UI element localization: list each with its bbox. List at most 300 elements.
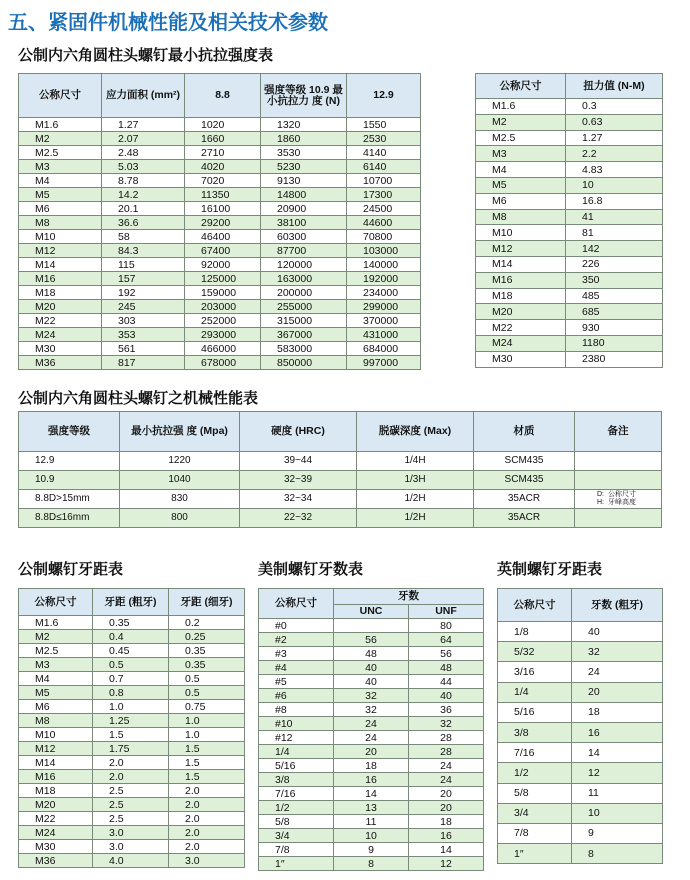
table-row: [19, 812, 245, 826]
table-cell: 1/2H: [357, 509, 474, 528]
table-cell: M2: [19, 132, 102, 146]
table-cell: 252000: [185, 314, 261, 328]
table-cell: 56: [409, 647, 484, 661]
table-cell: 997000: [347, 356, 421, 370]
table-cell: M1.6: [19, 118, 102, 132]
table-cell: [575, 452, 662, 471]
table-cell: 850000: [261, 356, 347, 370]
table-cell: 2.5: [93, 812, 169, 826]
table-cell: M16: [19, 770, 93, 784]
us-threads-table: [258, 588, 484, 871]
table-cell: 203000: [185, 300, 261, 314]
table-row: [19, 118, 421, 132]
table-cell: 10: [572, 803, 663, 823]
table-cell: 2.2: [566, 146, 663, 162]
table-row: [19, 770, 245, 784]
table-cell: M4: [476, 162, 566, 178]
table-row: [19, 132, 421, 146]
table-cell: M5: [19, 686, 93, 700]
table-row: [19, 686, 245, 700]
table-cell: M30: [476, 351, 566, 367]
table-cell: #6: [259, 689, 334, 703]
table-cell: 1.0: [169, 728, 245, 742]
table-cell: 40: [334, 661, 409, 675]
table-cell: 370000: [347, 314, 421, 328]
page-title: 五、紧固件机械性能及相关技术参数: [8, 10, 328, 34]
table-cell: 0.35: [93, 616, 169, 630]
table-cell: 685: [566, 304, 663, 320]
table-row: [476, 193, 663, 209]
table-cell: M24: [19, 328, 102, 342]
table-row: [476, 146, 663, 162]
table-row: [19, 658, 245, 672]
table-cell: 41: [566, 209, 663, 225]
column-header: 扭力值 (N-M): [566, 74, 663, 99]
table-row: [476, 288, 663, 304]
column-header: 公称尺寸: [19, 74, 102, 118]
table-cell: #2: [259, 633, 334, 647]
table-cell: 92000: [185, 258, 261, 272]
table-row: [19, 672, 245, 686]
table-cell: 29200: [185, 216, 261, 230]
table-cell: 103000: [347, 244, 421, 258]
table-cell: M3: [19, 658, 93, 672]
table-cell: M12: [19, 742, 93, 756]
table-cell: 6140: [347, 160, 421, 174]
table-cell: 10.9: [19, 471, 120, 490]
table-cell: 3.0: [169, 854, 245, 868]
table-cell: M10: [19, 230, 102, 244]
table-cell: 17300: [347, 188, 421, 202]
table-cell: 64: [409, 633, 484, 647]
table-cell: 24: [572, 662, 663, 682]
column-header: 牙距 (细牙): [169, 589, 245, 616]
column-header: 脱碳深度 (Max): [357, 412, 474, 452]
table-cell: M14: [19, 258, 102, 272]
table-row: [476, 114, 663, 130]
table-cell: 1020: [185, 118, 261, 132]
table-cell: 14: [572, 743, 663, 763]
us-table-title: 美制螺钉牙数表: [258, 560, 364, 578]
table-cell: 8: [572, 844, 663, 864]
table-row: [476, 351, 663, 367]
table-cell: 10700: [347, 174, 421, 188]
table-row: [498, 743, 663, 763]
table-cell: [575, 471, 662, 490]
table-cell: 14800: [261, 188, 347, 202]
table-cell: 2.0: [169, 840, 245, 854]
table-cell: 0.5: [93, 658, 169, 672]
table-cell: 1/2: [498, 763, 572, 783]
table-row: [498, 823, 663, 843]
table-cell: 1.5: [93, 728, 169, 742]
table-cell: 0.35: [169, 658, 245, 672]
table-cell: M22: [19, 314, 102, 328]
table-cell: [575, 490, 662, 509]
table-cell: 3530: [261, 146, 347, 160]
table-cell: 255000: [261, 300, 347, 314]
table-cell: 2530: [347, 132, 421, 146]
table-cell: M18: [19, 286, 102, 300]
table-cell: 4140: [347, 146, 421, 160]
column-header: 公称尺寸: [476, 74, 566, 99]
table-row: [19, 286, 421, 300]
table-cell: M20: [476, 304, 566, 320]
table-cell: M30: [19, 342, 102, 356]
table-row: [19, 452, 662, 471]
column-header: 硬度 (HRC): [240, 412, 357, 452]
table-cell: 163000: [261, 272, 347, 286]
table-row: [19, 840, 245, 854]
table-cell: 299000: [347, 300, 421, 314]
note-symbol: H:: [597, 499, 604, 506]
column-header: 12.9: [347, 74, 421, 118]
table-row: [19, 616, 245, 630]
table-cell: 315000: [261, 314, 347, 328]
column-header: 强度等级: [19, 412, 120, 452]
table-row: [19, 471, 662, 490]
table-row: [259, 815, 484, 829]
table-cell: M6: [19, 202, 102, 216]
table-row: [19, 742, 245, 756]
table-cell: 140000: [347, 258, 421, 272]
table-cell: 1/8: [498, 622, 572, 642]
table-cell: 2.0: [169, 798, 245, 812]
table-cell: 120000: [261, 258, 347, 272]
table-row: [259, 843, 484, 857]
table-cell: 13: [334, 801, 409, 815]
table-cell: M6: [476, 193, 566, 209]
table-cell: 5/8: [498, 783, 572, 803]
table-cell: 0.8: [93, 686, 169, 700]
table-cell: 1″: [498, 844, 572, 864]
table-row: [19, 644, 245, 658]
table-cell: 1/3H: [357, 471, 474, 490]
table-cell: M18: [19, 784, 93, 798]
table-cell: M2: [476, 114, 566, 130]
table-cell: 24: [409, 759, 484, 773]
table-cell: 5/8: [259, 815, 334, 829]
table-cell: 11: [572, 783, 663, 803]
table-cell: 1.5: [169, 742, 245, 756]
table-cell: 32: [334, 689, 409, 703]
table-row: [19, 728, 245, 742]
table-row: [498, 682, 663, 702]
table-row: [259, 745, 484, 759]
table-cell: 2.0: [169, 826, 245, 840]
table-row: [19, 188, 421, 202]
table-row: [476, 320, 663, 336]
table-cell: 5/16: [498, 702, 572, 722]
table-cell: M6: [19, 700, 93, 714]
mech-table-title: 公制内六角圆柱头螺钉之机械性能表: [18, 389, 259, 407]
table-cell: 70800: [347, 230, 421, 244]
table-cell: M22: [19, 812, 93, 826]
table-cell: 39~44: [240, 452, 357, 471]
table-cell: 930: [566, 320, 663, 336]
table-cell: 14: [409, 843, 484, 857]
table-cell: M24: [476, 335, 566, 351]
table-cell: 3.0: [93, 826, 169, 840]
table-cell: SCM435: [474, 471, 575, 490]
table-cell: 18: [334, 759, 409, 773]
table-cell: 1320: [261, 118, 347, 132]
table-cell: 18: [572, 702, 663, 722]
column-header: 8.8: [185, 74, 261, 118]
table-cell: M36: [19, 356, 102, 370]
table-cell: M16: [476, 272, 566, 288]
table-cell: 1220: [120, 452, 240, 471]
table-cell: 9: [572, 823, 663, 843]
table-cell: 466000: [185, 342, 261, 356]
table-cell: 367000: [261, 328, 347, 342]
table-cell: 5230: [261, 160, 347, 174]
table-cell: M22: [476, 320, 566, 336]
table-cell: 48: [334, 647, 409, 661]
column-header: 公称尺寸: [259, 589, 334, 619]
table-cell: 24: [409, 773, 484, 787]
table-row: [19, 300, 421, 314]
table-row: [19, 230, 421, 244]
table-row: [19, 160, 421, 174]
table-cell: 81: [566, 225, 663, 241]
table-cell: 38100: [261, 216, 347, 230]
table-row: [259, 773, 484, 787]
table-cell: 16: [334, 773, 409, 787]
table-cell: 5/16: [259, 759, 334, 773]
table-cell: M4: [19, 672, 93, 686]
table-cell: M3: [19, 160, 102, 174]
table-cell: 40: [409, 689, 484, 703]
table-row: [259, 787, 484, 801]
table-row: [19, 258, 421, 272]
column-header: 牙数: [334, 589, 484, 605]
table-cell: 7/8: [259, 843, 334, 857]
table-row: [19, 272, 421, 286]
table-cell: 28: [409, 731, 484, 745]
table-cell: 8.78: [102, 174, 185, 188]
table-row: [19, 630, 245, 644]
note-symbol: D:: [597, 491, 604, 498]
table-cell: 28: [409, 745, 484, 759]
table-cell: M12: [476, 241, 566, 257]
table-cell: M3: [476, 146, 566, 162]
table-cell: 293000: [185, 328, 261, 342]
table-cell: 0.63: [566, 114, 663, 130]
table-row: [19, 216, 421, 230]
table-cell: 0.3: [566, 99, 663, 115]
table-cell: 11: [334, 815, 409, 829]
table-cell: 11350: [185, 188, 261, 202]
table-cell: 1.75: [93, 742, 169, 756]
table-cell: 350: [566, 272, 663, 288]
table-cell: 5/32: [498, 642, 572, 662]
table-row: [19, 244, 421, 258]
table-cell: 67400: [185, 244, 261, 258]
table-row: [476, 272, 663, 288]
table-cell: 44: [409, 675, 484, 689]
table-cell: 14: [334, 787, 409, 801]
table-cell: M8: [19, 714, 93, 728]
table-cell: M20: [19, 798, 93, 812]
table-cell: M12: [19, 244, 102, 258]
table-cell: 2.5: [93, 784, 169, 798]
table-row: [476, 162, 663, 178]
table-cell: 3/16: [498, 662, 572, 682]
table-cell: 142: [566, 241, 663, 257]
table-cell: 431000: [347, 328, 421, 342]
table-cell: 1/4: [259, 745, 334, 759]
table-cell: #3: [259, 647, 334, 661]
table-cell: M8: [476, 209, 566, 225]
table-row: [259, 647, 484, 661]
table-cell: 125000: [185, 272, 261, 286]
table-row: [498, 763, 663, 783]
table-cell: 3/8: [259, 773, 334, 787]
table-row: [498, 803, 663, 823]
table-cell: M2.5: [476, 130, 566, 146]
table-row: [259, 675, 484, 689]
table-cell: 2.0: [93, 756, 169, 770]
table-cell: M16: [19, 272, 102, 286]
table-row: [498, 662, 663, 682]
table-row: [476, 177, 663, 193]
table-cell: 0.7: [93, 672, 169, 686]
table-cell: 1/4H: [357, 452, 474, 471]
table-row: [259, 829, 484, 843]
note-text: 公称尺寸: [608, 491, 636, 498]
column-header: 牙距 (粗牙): [93, 589, 169, 616]
table-row: [476, 335, 663, 351]
table-cell: M18: [476, 288, 566, 304]
table-row: [19, 490, 662, 509]
table-cell: 35ACR: [474, 509, 575, 528]
table-cell: 20: [409, 801, 484, 815]
note-text: 牙峰高度: [608, 499, 636, 506]
table-cell: 4.83: [566, 162, 663, 178]
table-cell: 353: [102, 328, 185, 342]
table-cell: 60300: [261, 230, 347, 244]
table-cell: 3/8: [498, 722, 572, 742]
table-cell: 40: [572, 622, 663, 642]
note-line: [597, 499, 661, 507]
table-cell: 192: [102, 286, 185, 300]
table-cell: M5: [476, 177, 566, 193]
table-cell: 561: [102, 342, 185, 356]
table-row: [19, 700, 245, 714]
column-header: 应力面积 (mm²): [102, 74, 185, 118]
column-header: 公称尺寸: [498, 589, 572, 622]
table-cell: #4: [259, 661, 334, 675]
table-row: [19, 314, 421, 328]
table-row: [498, 622, 663, 642]
table-row: [476, 225, 663, 241]
table-cell: 20: [334, 745, 409, 759]
table-cell: 1660: [185, 132, 261, 146]
table-cell: 1.27: [102, 118, 185, 132]
table-cell: [334, 619, 409, 633]
table-cell: M24: [19, 826, 93, 840]
column-header: 强度等级 10.9 最小抗拉力 度 (N): [261, 74, 347, 118]
table-cell: 1.25: [93, 714, 169, 728]
table-cell: 303: [102, 314, 185, 328]
table-cell: 1550: [347, 118, 421, 132]
table-cell: M14: [19, 756, 93, 770]
table-cell: M20: [19, 300, 102, 314]
table-cell: 35ACR: [474, 490, 575, 509]
table-row: [476, 256, 663, 272]
table-row: [498, 702, 663, 722]
table-row: [259, 619, 484, 633]
table-cell: M14: [476, 256, 566, 272]
table-cell: 1860: [261, 132, 347, 146]
table-cell: 0.5: [169, 672, 245, 686]
table-cell: 4.0: [93, 854, 169, 868]
table-cell: 245: [102, 300, 185, 314]
table-row: [476, 130, 663, 146]
table-cell: M2: [19, 630, 93, 644]
table-cell: 0.45: [93, 644, 169, 658]
table-cell: M1.6: [476, 99, 566, 115]
table-cell: 8.8D>15mm: [19, 490, 120, 509]
table-cell: 40: [334, 675, 409, 689]
table-cell: 3.0: [93, 840, 169, 854]
table-row: [19, 826, 245, 840]
table-row: [259, 857, 484, 871]
table-cell: 4020: [185, 160, 261, 174]
table-cell: 22~32: [240, 509, 357, 528]
table-row: [19, 784, 245, 798]
table-cell: 87700: [261, 244, 347, 258]
table-row: [259, 801, 484, 815]
table-cell: 20: [572, 682, 663, 702]
table-cell: 12: [572, 763, 663, 783]
table-cell: 2710: [185, 146, 261, 160]
table-cell: 157: [102, 272, 185, 286]
table-row: [259, 661, 484, 675]
table-row: [259, 689, 484, 703]
table-cell: 32: [572, 642, 663, 662]
table-cell: M2.5: [19, 146, 102, 160]
note-line: [597, 491, 661, 499]
table-cell: 2.0: [169, 812, 245, 826]
table-cell: M10: [476, 225, 566, 241]
table-row: [476, 99, 663, 115]
table-cell: 1/2: [259, 801, 334, 815]
pitch-table: [18, 588, 245, 868]
strength-table: [18, 73, 421, 370]
table-cell: 36.6: [102, 216, 185, 230]
table-cell: 1.5: [169, 770, 245, 784]
table-cell: 16.8: [566, 193, 663, 209]
table-row: [19, 146, 421, 160]
table-cell: 24: [334, 717, 409, 731]
uk-table-title: 英制螺钉牙距表: [497, 560, 603, 578]
table-cell: 5.03: [102, 160, 185, 174]
table-row: [19, 854, 245, 868]
table-row: [19, 756, 245, 770]
table-cell: 1/4: [498, 682, 572, 702]
column-header: 最小抗拉强 度 (Mpa): [120, 412, 240, 452]
table-cell: 9: [334, 843, 409, 857]
table-cell: 0.4: [93, 630, 169, 644]
table-cell: 830: [120, 490, 240, 509]
table-cell: 7020: [185, 174, 261, 188]
table-cell: 7/16: [259, 787, 334, 801]
table-cell: 817: [102, 356, 185, 370]
table-cell: 159000: [185, 286, 261, 300]
column-header: 牙数 (粗牙): [572, 589, 663, 622]
